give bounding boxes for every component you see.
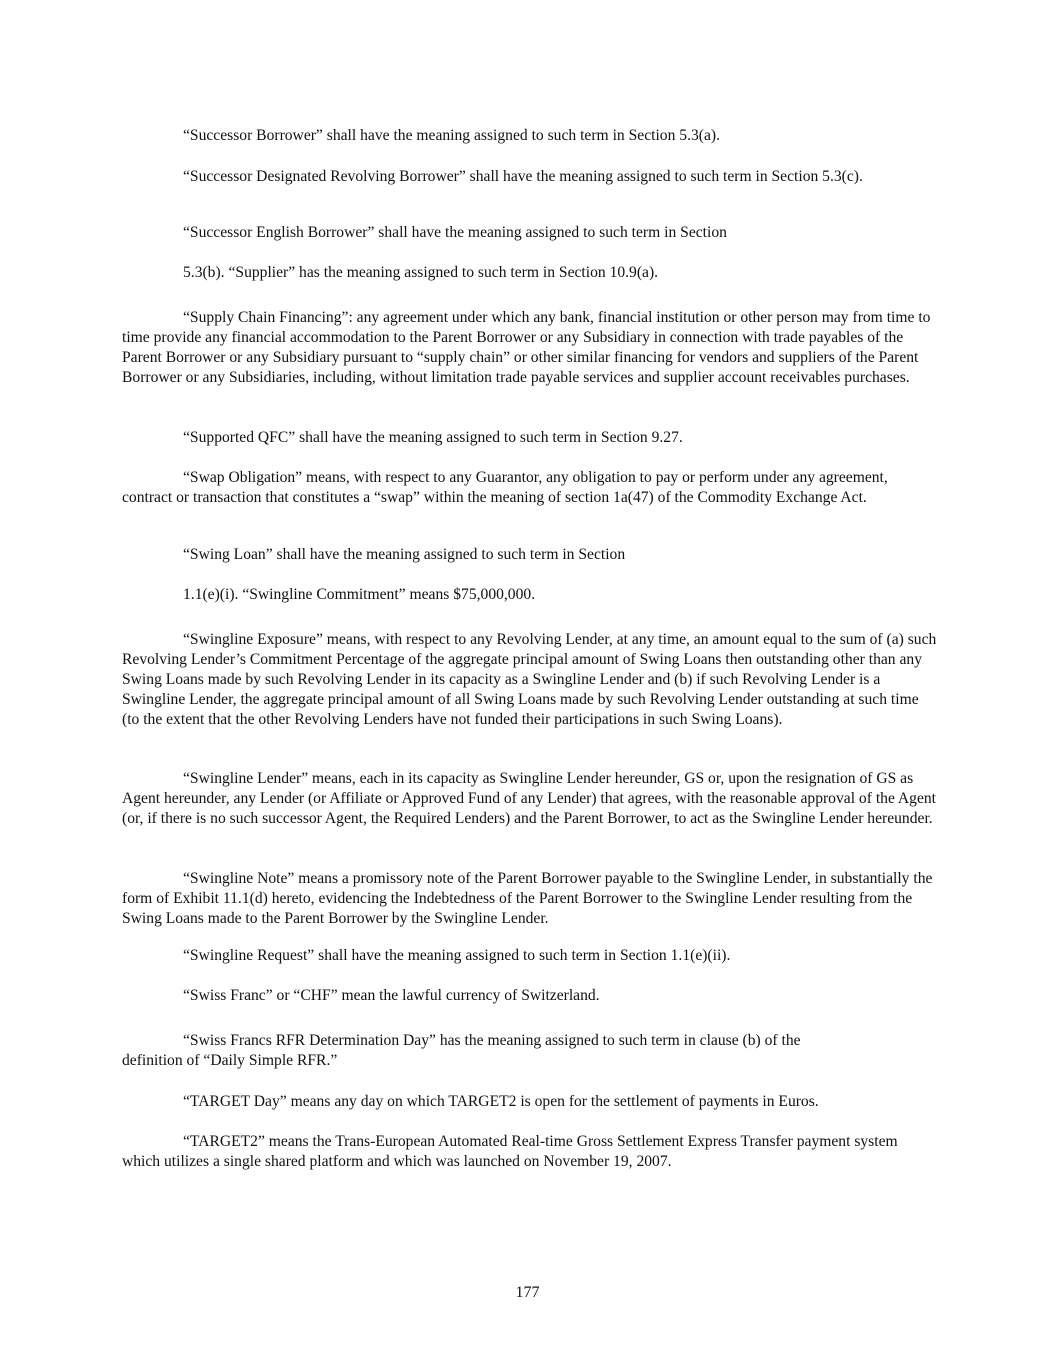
definition-swiss-franc: “Swiss Franc” or “CHF” mean the lawful currency of Switzerland. xyxy=(183,987,600,1004)
definition-swingline-commitment: 1.1(e)(i). “Swingline Commitment” means $75,000,000. xyxy=(183,586,536,603)
definition-swingline-request: “Swingline Request” shall have the meaning assigned to such term in Section 1.1(e)(ii). xyxy=(183,947,731,964)
definition-swingline-lender: “Swingline Lender” means, each in its capacity as Swingline Lender hereunder, GS or, upon the resignation of GS as Agent hereunder, any Lender (or Affiliate or Approved Fund of any Lender) that agrees, with the reasonable approval of the Agent (or, if there is no such successor Agent, the Required Lenders) and the Parent Borrower, to act as the Swingline Lender hereunder. xyxy=(122,770,937,827)
definition-successor-designated-revolving-borrower: “Successor Designated Revolving Borrower” shall have the meaning assigned to such term in Section 5.3(c). xyxy=(183,168,863,185)
definition-successor-english-borrower: “Successor English Borrower” shall have the meaning assigned to such term in Section xyxy=(183,224,727,241)
definition-swing-loan: “Swing Loan” shall have the meaning assigned to such term in Section xyxy=(183,546,626,563)
definition-swap-obligation: “Swap Obligation” means, with respect to any Guarantor, any obligation to pay or perform under any agreement, contract or transaction that constitutes a “swap” within the meaning of section 1a(47) of the Commodity Exchange Act. xyxy=(122,469,888,506)
definition-swingline-exposure: “Swingline Exposure” means, with respect to any Revolving Lender, at any time, an amount equal to the sum of (a) such Revolving Lender’s Commitment Percentage of the aggregate principal amount of Swing Loans then outstanding other than any Swing Loans made by such Revolving Lender in its capacity as a Swingline Lender and (b) if such Revolving Lender is a Swingline Lender, the aggregate principal amount of all Swing Loans made by such Revolving Lender outstanding at such time (to the extent that the other Revolving Lenders have not funded their participations in such Swing Loans). xyxy=(122,631,937,728)
definition-supplier: 5.3(b). “Supplier” has the meaning assigned to such term in Section 10.9(a). xyxy=(183,264,659,281)
definition-successor-borrower: “Successor Borrower” shall have the meaning assigned to such term in Section 5.3(a). xyxy=(183,127,720,144)
definition-swiss-francs-rfr-determination-day: “Swiss Francs RFR Determination Day” has the meaning assigned to such term in clause (b) of the definition of “Daily Simple RFR.” xyxy=(122,1032,801,1069)
definition-supply-chain-financing: “Supply Chain Financing”: any agreement under which any bank, financial institution or other person may from time to time provide any financial accommodation to the Parent Borrower or any Subsidiary in connection with trade payables of the Parent Borrower or any Subsidiary pursuant to “supply chain” or other similar financing for vendors and suppliers of the Parent Borrower or any Subsidiaries, including, without limitation trade payable services and supplier account receivables purchases. xyxy=(122,309,931,386)
definition-target2: “TARGET2” means the Trans-European Automated Real-time Gross Settlement Express Transfer payment system which utilizes a single shared platform and which was launched on November 19, 2007. xyxy=(122,1133,898,1170)
definition-swingline-note: “Swingline Note” means a promissory note of the Parent Borrower payable to the Swingline Lender, in substantially the form of Exhibit 11.1(d) hereto, evidencing the Indebtedness of the Parent Borrower to the Swingline Lender resulting from the Swing Loans made to the Parent Borrower by the Swingline Lender. xyxy=(122,870,933,927)
definition-target-day: “TARGET Day” means any day on which TARGET2 is open for the settlement of payments in Euros. xyxy=(183,1093,819,1110)
definition-supported-qfc: “Supported QFC” shall have the meaning assigned to such term in Section 9.27. xyxy=(183,429,683,446)
page-number: 177 xyxy=(515,1284,540,1301)
